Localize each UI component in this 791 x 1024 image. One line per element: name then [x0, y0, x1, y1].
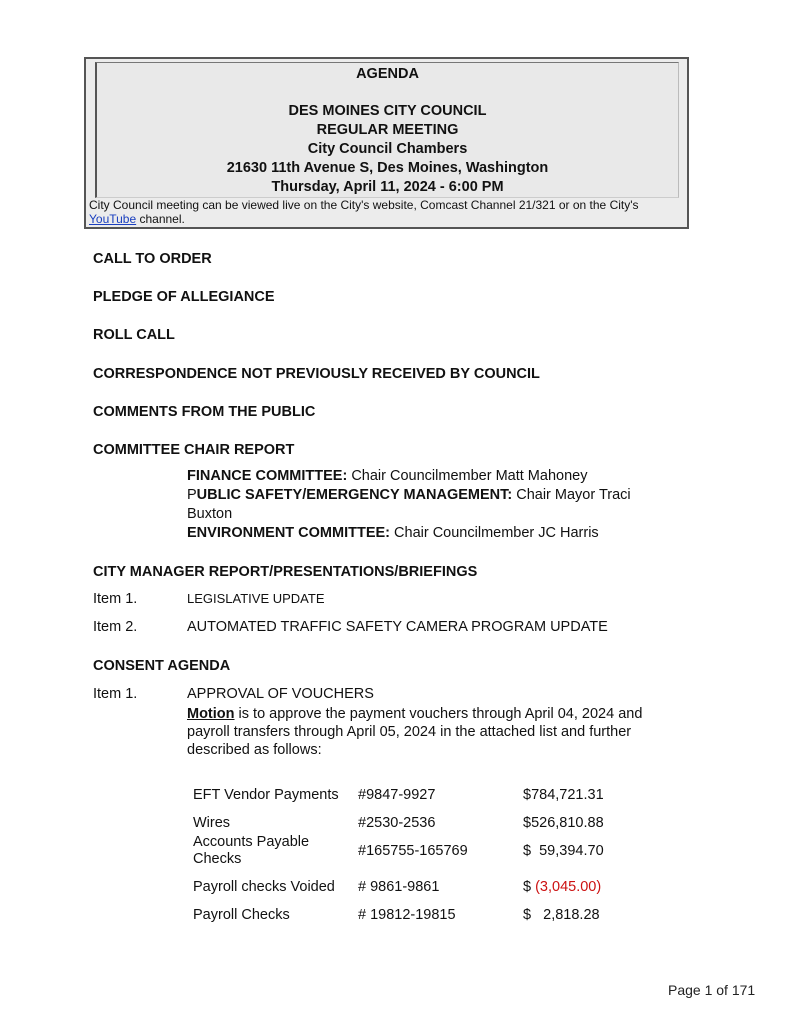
- viewing-note-text: City Council meeting can be viewed live on the City's website, Comcast Channel 21/321 or on the City's: [89, 198, 639, 212]
- item-title: LEGISLATIVE UPDATE: [187, 591, 325, 606]
- voucher-amount: $ (3,045.00): [523, 878, 602, 895]
- voucher-range: #9847-9927: [358, 786, 436, 803]
- meeting-title-block: [95, 62, 679, 198]
- meeting-venue: City Council Chambers: [307, 141, 468, 157]
- voucher-table: [193, 777, 633, 925]
- spacer: [97, 84, 678, 102]
- item-title: AUTOMATED TRAFFIC SAFETY CAMERA PROGRAM UPDATE: [187, 619, 608, 635]
- item-title: APPROVAL OF VOUCHERS: [187, 686, 374, 702]
- council-name: DES MOINES CITY COUNCIL: [288, 103, 487, 119]
- voucher-amount: $ 2,818.28: [523, 906, 600, 923]
- meeting-header-box: [84, 57, 689, 229]
- committee-public-safety: PUBLIC SAFETY/EMERGENCY MANAGEMENT: Chair Mayor Traci Buxton: [187, 487, 631, 522]
- voucher-row: [193, 777, 633, 813]
- voucher-range: # 9861-9861: [358, 878, 440, 895]
- voucher-amount: $ 59,394.70: [523, 842, 604, 859]
- city-manager-item-1: [93, 591, 325, 607]
- section-public-comments: COMMENTS FROM THE PUBLIC: [93, 404, 316, 420]
- section-pledge-of-allegiance: PLEDGE OF ALLEGIANCE: [93, 289, 275, 305]
- agenda-label: AGENDA: [356, 66, 419, 82]
- voucher-row: [193, 813, 633, 833]
- meeting-address: 21630 11th Avenue S, Des Moines, Washington: [226, 160, 549, 176]
- voucher-type: Payroll checks Voided: [193, 878, 335, 895]
- voucher-range: # 19812-19815: [358, 906, 456, 923]
- section-committee-chair-report: COMMITTEE CHAIR REPORT: [93, 442, 295, 458]
- consent-item-1: [93, 686, 374, 702]
- section-call-to-order: CALL TO ORDER: [93, 251, 212, 267]
- voucher-row: [193, 869, 633, 905]
- committee-list: [187, 467, 677, 543]
- page-number: Page 1 of 171: [668, 982, 756, 998]
- city-manager-item-2: [93, 619, 608, 635]
- section-consent-agenda: CONSENT AGENDA: [93, 658, 231, 674]
- item-number: Item 1.: [93, 686, 138, 702]
- voucher-range: #2530-2536: [358, 814, 436, 831]
- viewing-note-suffix: channel.: [136, 212, 185, 226]
- voucher-row: [193, 833, 633, 869]
- section-city-manager-report: CITY MANAGER REPORT/PRESENTATIONS/BRIEFINGS: [93, 564, 478, 580]
- viewing-note: [89, 198, 684, 226]
- voucher-type: Wires: [193, 814, 231, 831]
- meeting-datetime: Thursday, April 11, 2024 - 6:00 PM: [271, 179, 504, 195]
- committee-finance: FINANCE COMMITTEE: Chair Councilmember Matt Mahoney: [187, 468, 588, 484]
- voucher-range: #165755-165769: [358, 842, 468, 859]
- youtube-link[interactable]: YouTube: [89, 212, 137, 226]
- voucher-amount: $784,721.31: [523, 786, 604, 803]
- voucher-type: Payroll Checks: [193, 906, 290, 923]
- section-correspondence: CORRESPONDENCE NOT PREVIOUSLY RECEIVED BY COUNCIL: [93, 366, 540, 382]
- voucher-type: EFT Vendor Payments: [193, 786, 339, 803]
- section-roll-call: ROLL CALL: [93, 327, 175, 343]
- voucher-amount: $526,810.88: [523, 814, 604, 831]
- meeting-type: REGULAR MEETING: [316, 122, 459, 138]
- item-number: Item 1.: [93, 591, 138, 607]
- motion-label: Motion: [187, 706, 235, 722]
- item-number: Item 2.: [93, 619, 138, 635]
- committee-environment: ENVIRONMENT COMMITTEE: Chair Councilmember JC Harris: [187, 525, 599, 541]
- motion-body: is to approve the payment vouchers through April 04, 2024 and payroll transfers through April 05, 2024 in the attached list and further described as follows:: [187, 706, 643, 758]
- motion-text: [187, 705, 687, 759]
- voucher-row: [193, 905, 633, 925]
- voucher-type: Accounts Payable Checks: [193, 834, 310, 867]
